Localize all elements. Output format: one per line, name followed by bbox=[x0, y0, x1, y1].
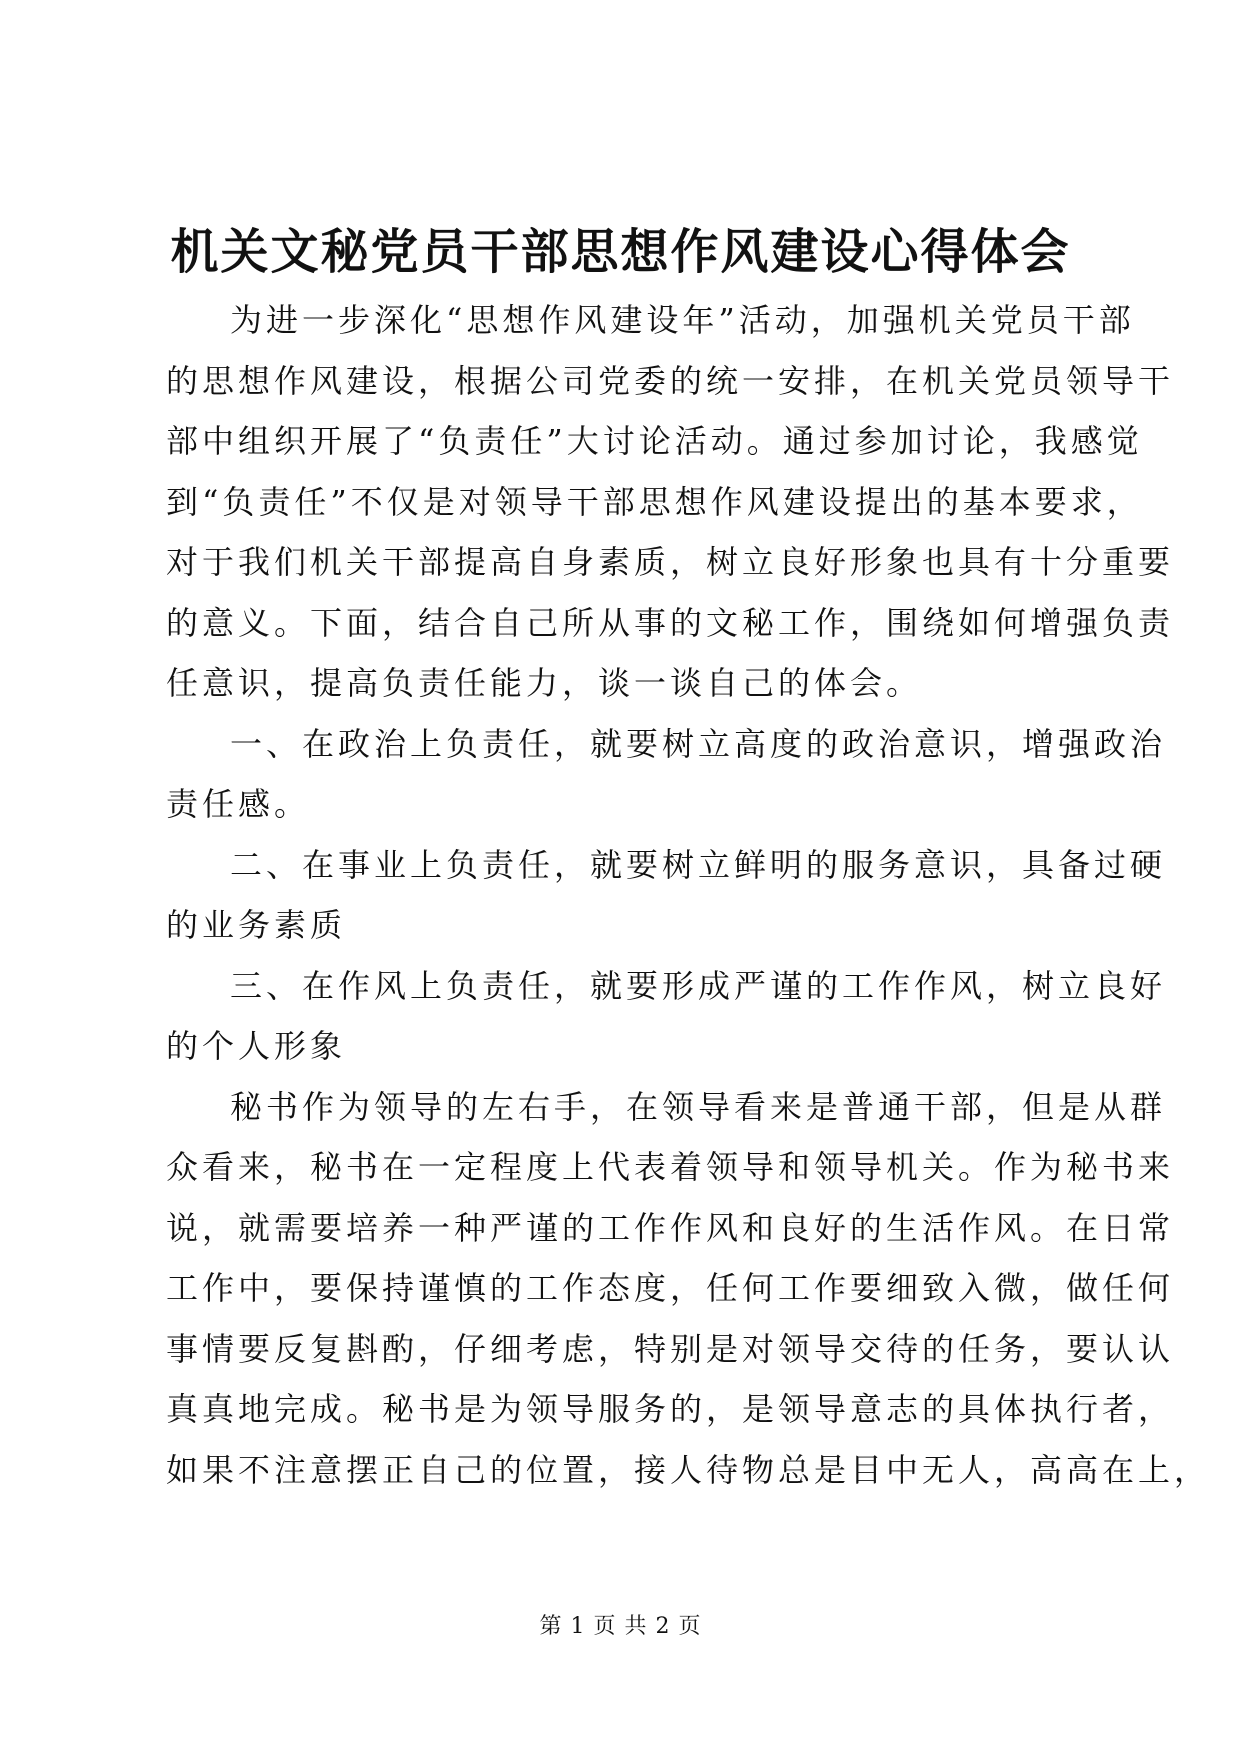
paragraph-line: 真真地完成。秘书是为领导服务的，是领导意志的具体执行者， bbox=[166, 1390, 1175, 1428]
section-heading-line: 的业务素质 bbox=[166, 906, 347, 944]
section-heading-line: 三、在作风上负责任，就要形成严谨的工作作风，树立良好 bbox=[230, 966, 1167, 1005]
section-heading-line: 二、在事业上负责任，就要树立鲜明的服务意识，具备过硬 bbox=[230, 845, 1167, 884]
paragraph-line: 到“负责任”不仅是对领导干部思想作风建设提出的基本要求， bbox=[166, 482, 1143, 521]
section-heading-line: 的个人形象 bbox=[166, 1027, 347, 1065]
section-heading-line: 一、在政治上负责任，就要树立高度的政治意识，增强政治 bbox=[230, 724, 1167, 763]
paragraph-line: 部中组织开展了“负责任”大讨论活动。通过参加讨论，我感觉 bbox=[166, 422, 1143, 460]
paragraph-line: 秘书作为领导的左右手，在领导看来是普通干部，但是从群 bbox=[230, 1087, 1167, 1126]
paragraph-line: 任意识，提高负责任能力，谈一谈自己的体会。 bbox=[166, 664, 923, 702]
paragraph-line: 的意义。下面，结合自己所从事的文秘工作，围绕如何增强负责 bbox=[166, 603, 1175, 642]
paragraph-line: 众看来，秘书在一定程度上代表着领导和领导机关。作为秘书来 bbox=[166, 1148, 1175, 1186]
document-title: 机关文秘党员干部思想作风建设心得体会 bbox=[170, 224, 1071, 280]
document-body bbox=[166, 290, 1211, 1500]
paragraph-line: 的思想作风建设，根据公司党委的统一安排，在机关党员领导干 bbox=[166, 361, 1175, 400]
page-number-footer: 第 1 页 共 2 页 bbox=[539, 1614, 702, 1639]
section-heading-line: 责任感。 bbox=[166, 785, 311, 823]
paragraph-line: 对于我们机关干部提高自身素质，树立良好形象也具有十分重要 bbox=[166, 543, 1175, 581]
paragraph-line: 如果不注意摆正自己的位置，接人待物总是目中无人，高高在上， bbox=[166, 1450, 1211, 1489]
paragraph-line: 说，就需要培养一种严谨的工作作风和良好的生活作风。在日常 bbox=[166, 1208, 1175, 1247]
paragraph-line: 工作中，要保持谨慎的工作态度，任何工作要细致入微，做任何 bbox=[166, 1269, 1175, 1307]
paragraph-line: 为进一步深化“思想作风建设年”活动，加强机关党员干部 bbox=[230, 301, 1135, 339]
paragraph-line: 事情要反复斟酌，仔细考虑，特别是对领导交待的任务，要认认 bbox=[166, 1329, 1175, 1368]
